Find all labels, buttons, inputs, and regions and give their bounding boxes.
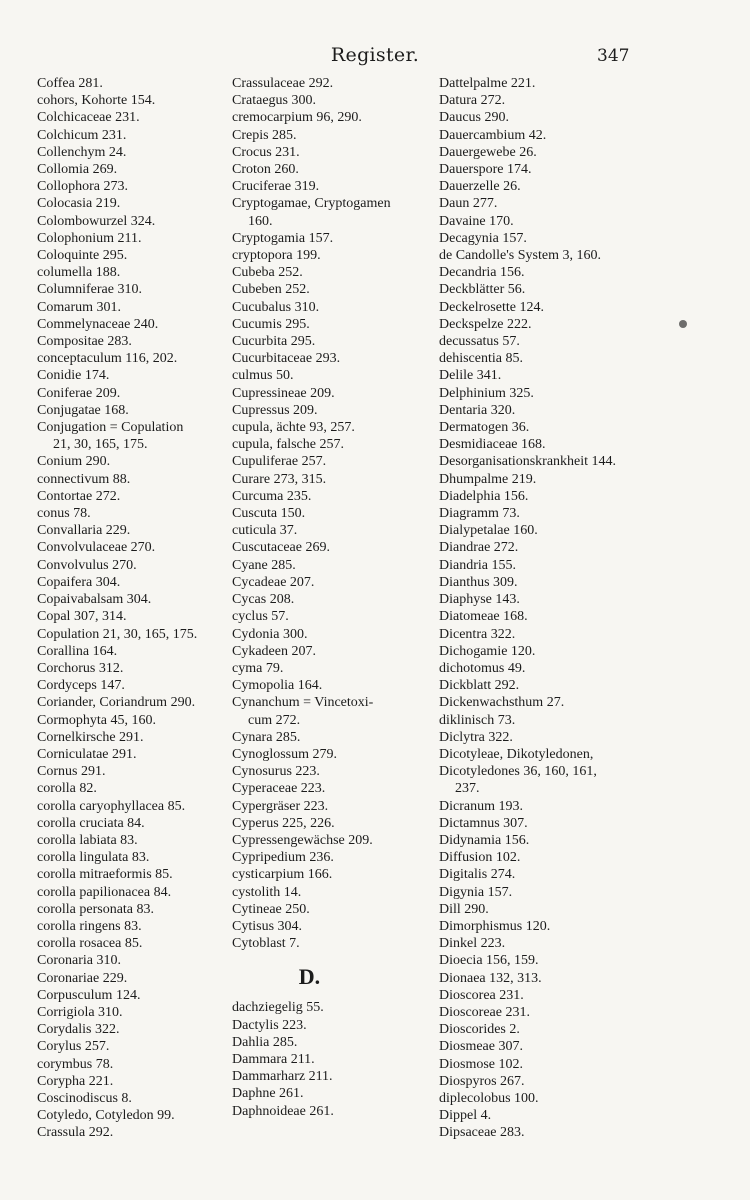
index-entry: Dichogamie 120. <box>439 643 536 659</box>
index-entry: Contortae 272. <box>37 488 121 504</box>
index-entry: Dimorphismus 120. <box>439 918 551 934</box>
index-entry: Dianthus 309. <box>439 574 518 590</box>
index-entry: Dipsaceae 283. <box>439 1125 525 1141</box>
index-entry: Copulation 21, 30, 165, 175. <box>37 626 198 642</box>
index-entry: Diatomeae 168. <box>439 609 528 625</box>
index-entry: Cypripedium 236. <box>232 850 334 866</box>
index-entry: Dattelpalme 221. <box>439 76 536 91</box>
index-entry: Colchicum 231. <box>37 127 127 143</box>
index-entry: dichotomus 49. <box>439 660 526 676</box>
index-entry: Cynara 285. <box>232 729 301 745</box>
index-entry: Cornelkirsche 291. <box>37 729 144 745</box>
index-entry: Coronaria 310. <box>37 953 121 969</box>
index-entry: Curare 273, 315. <box>232 471 327 487</box>
index-entry: Digynia 157. <box>439 884 513 900</box>
index-entry: Coffea 281. <box>37 76 103 91</box>
index-entry: corolla personata 83. <box>37 901 155 917</box>
index-entry: Crassula 292. <box>37 1125 114 1141</box>
index-entry: Diagramm 73. <box>439 506 520 522</box>
index-entry: Convolvulus 270. <box>37 557 137 573</box>
index-entry: Cypressengewächse 209. <box>232 832 373 848</box>
index-entry: Cyane 285. <box>232 557 296 573</box>
index-entry: Cupressus 209. <box>232 402 318 418</box>
index-entry: Daphne 261. <box>232 1086 304 1102</box>
index-entry: Coronariae 229. <box>37 970 128 986</box>
page-number: 347 <box>597 46 630 66</box>
index-entry: Crataegus 300. <box>232 93 316 109</box>
index-entry: Dippel 4. <box>439 1108 492 1124</box>
index-entry: Coniferae 209. <box>37 385 121 401</box>
index-entry: Dammara 211. <box>232 1051 315 1067</box>
index-entry: Conium 290. <box>37 454 111 470</box>
index-entry: Corchorus 312. <box>37 660 124 676</box>
index-entry: Cuscutaceae 269. <box>232 540 330 556</box>
index-entry: Convallaria 229. <box>37 523 131 539</box>
index-entry: Cyperaceae 223. <box>232 781 326 797</box>
index-entry: Dionaea 132, 313. <box>439 970 542 986</box>
index-entry: Coriander, Coriandrum 290. <box>37 695 196 711</box>
index-entry: corolla mitraeformis 85. <box>37 867 173 883</box>
index-entry: Cynoglossum 279. <box>232 746 338 762</box>
index-entry: Dhumpalme 219. <box>439 471 537 487</box>
index-entry: Diosmose 102. <box>439 1056 523 1072</box>
index-entry: Cynanchum = Vincetoxi- <box>232 695 374 711</box>
index-entry: Diclytra 322. <box>439 729 513 745</box>
index-entry: Cotyledo, Cotyledon 99. <box>37 1108 175 1124</box>
ink-smudge <box>679 320 687 328</box>
index-entry: Copal 307, 314. <box>37 609 127 625</box>
index-entry: conceptaculum 116, 202. <box>37 351 178 367</box>
index-entry: Daphnoideae 261. <box>232 1103 334 1119</box>
index-entry: Conjugatae 168. <box>37 402 129 418</box>
index-entry: corymbus 78. <box>37 1056 114 1072</box>
index-entry: Cucurbitaceae 293. <box>232 351 341 367</box>
index-entry: Cydonia 300. <box>232 626 308 642</box>
index-entry: Cymopolia 164. <box>232 678 323 694</box>
index-entry: corolla lingulata 83. <box>37 850 150 866</box>
index-entry: Cycadeae 207. <box>232 574 315 590</box>
index-entry: Corpusculum 124. <box>37 987 141 1003</box>
index-entry: Diandria 155. <box>439 557 516 573</box>
index-entry: Diffusion 102. <box>439 850 521 866</box>
index-entry: Dammarharz 211. <box>232 1069 333 1085</box>
index-entry: Dauerzelle 26. <box>439 179 521 195</box>
index-entry: 21, 30, 165, 175. <box>53 437 148 453</box>
index-entry: Cykadeen 207. <box>232 643 316 659</box>
index-column-3 <box>439 75 649 1142</box>
index-entry: Desorganisationskrankheit 144. <box>439 454 617 470</box>
index-entry: Dinkel 223. <box>439 936 506 952</box>
index-entry: de Candolle's System 3, 160. <box>439 248 601 264</box>
index-entry: corolla rosacea 85. <box>37 936 143 952</box>
index-entry: Colchicaceae 231. <box>37 110 140 126</box>
index-entry: Conjugation = Copulation <box>37 420 184 436</box>
index-entry: Cypergräser 223. <box>232 798 329 814</box>
index-entry: Cyperus 225, 226. <box>232 815 335 831</box>
index-entry: Dicentra 322. <box>439 626 516 642</box>
index-entry: Cordyceps 147. <box>37 678 125 694</box>
section-letter-heading: D. <box>298 964 321 990</box>
index-entry: Desmidiaceae 168. <box>439 437 546 453</box>
page-title: Register. <box>330 44 420 66</box>
index-entry: Corrigiola 310. <box>37 1004 123 1020</box>
index-entry: Cytineae 250. <box>232 901 310 917</box>
index-entry: Davaine 170. <box>439 213 514 229</box>
index-entry: corolla labiata 83. <box>37 832 138 848</box>
index-entry: Decagynia 157. <box>439 230 527 246</box>
index-entry: Collophora 273. <box>37 179 128 195</box>
index-entry: cupula, falsche 257. <box>232 437 344 453</box>
index-entry: Cynosurus 223. <box>232 764 320 780</box>
index-entry: cohors, Kohorte 154. <box>37 93 156 109</box>
index-entry: Deckblätter 56. <box>439 282 526 298</box>
index-entry: Cubeba 252. <box>232 265 303 281</box>
index-entry: cystolith 14. <box>232 884 302 900</box>
index-entry: Collenchym 24. <box>37 144 127 160</box>
index-entry: Cubeben 252. <box>232 282 310 298</box>
index-entry: Crocus 231. <box>232 144 300 160</box>
index-entry: Daucus 290. <box>439 110 509 126</box>
index-entry: Convolvulaceae 270. <box>37 540 156 556</box>
index-entry: Cuscuta 150. <box>232 506 306 522</box>
index-entry: Cupuliferae 257. <box>232 454 327 470</box>
index-entry: Dahlia 285. <box>232 1034 298 1050</box>
index-entry: Dermatogen 36. <box>439 420 530 436</box>
index-entry: Dioscorides 2. <box>439 1022 520 1038</box>
index-entry: Dioscorea 231. <box>439 987 524 1003</box>
index-entry: cyclus 57. <box>232 609 289 625</box>
index-entry: Cucurbita 295. <box>232 334 316 350</box>
index-entry: Dioecia 156, 159. <box>439 953 539 969</box>
index-entry: connectivum 88. <box>37 471 131 487</box>
index-entry: Cupressineae 209. <box>232 385 335 401</box>
index-entry: cyma 79. <box>232 660 284 676</box>
index-entry: Dentaria 320. <box>439 402 516 418</box>
index-entry: corolla 82. <box>37 781 97 797</box>
index-entry: corolla cruciata 84. <box>37 815 145 831</box>
index-entry: Colombowurzel 324. <box>37 213 156 229</box>
index-entry: Cytisus 304. <box>232 918 303 934</box>
index-entry: Copaivabalsam 304. <box>37 592 152 608</box>
index-entry: dehiscentia 85. <box>439 351 523 367</box>
index-entry: Corallina 164. <box>37 643 118 659</box>
index-entry: cysticarpium 166. <box>232 867 333 883</box>
index-entry: 160. <box>248 213 273 229</box>
index-column-2 <box>232 75 437 1120</box>
index-entry: Cytoblast 7. <box>232 936 300 952</box>
index-entry: Corylus 257. <box>37 1039 110 1055</box>
index-entry: decussatus 57. <box>439 334 520 350</box>
index-entry: cremocarpium 96, 290. <box>232 110 362 126</box>
index-entry: Deckelrosette 124. <box>439 299 544 315</box>
index-entry: Deckspelze 222. <box>439 316 532 332</box>
index-entry: Cornus 291. <box>37 764 106 780</box>
index-entry: Comarum 301. <box>37 299 121 315</box>
index-entry: Collomia 269. <box>37 162 118 178</box>
index-entry: Cucumis 295. <box>232 316 310 332</box>
index-entry: Diosmeae 307. <box>439 1039 523 1055</box>
index-entry: diplecolobus 100. <box>439 1090 539 1106</box>
index-entry: Conidie 174. <box>37 368 110 384</box>
index-entry: corolla papilionacea 84. <box>37 884 172 900</box>
index-entry: Delphinium 325. <box>439 385 534 401</box>
index-entry: Datura 272. <box>439 93 506 109</box>
index-entry: Columniferae 310. <box>37 282 142 298</box>
index-entry: 237. <box>455 781 480 797</box>
index-entry: Dill 290. <box>439 901 489 917</box>
index-entry: conus 78. <box>37 506 91 522</box>
index-entry: Digitalis 274. <box>439 867 516 883</box>
index-entry: Cormophyta 45, 160. <box>37 712 156 728</box>
index-entry: diklinisch 73. <box>439 712 516 728</box>
index-entry: columella 188. <box>37 265 121 281</box>
index-entry: Dialypetalae 160. <box>439 523 538 539</box>
index-entry: corolla caryophyllacea 85. <box>37 798 186 814</box>
index-entry: Diadelphia 156. <box>439 488 529 504</box>
index-entry: Curcuma 235. <box>232 488 312 504</box>
index-entry: Diospyros 267. <box>439 1073 525 1089</box>
index-entry: Dauercambium 42. <box>439 127 547 143</box>
index-entry: Copaifera 304. <box>37 574 121 590</box>
index-entry: cum 272. <box>248 712 301 728</box>
index-entry: cuticula 37. <box>232 523 298 539</box>
index-entry: Compositae 283. <box>37 334 132 350</box>
index-entry: Dactylis 223. <box>232 1017 307 1033</box>
index-entry: Daun 277. <box>439 196 498 212</box>
index-entry: Crassulaceae 292. <box>232 76 334 91</box>
index-entry: Didynamia 156. <box>439 832 530 848</box>
index-entry: Dicotyleae, Dikotyledonen, <box>439 746 594 762</box>
index-entry: Cucubalus 310. <box>232 299 320 315</box>
index-entry: dachziegelig 55. <box>232 1000 324 1016</box>
index-entry: Coloquinte 295. <box>37 248 128 264</box>
index-entry: Croton 260. <box>232 162 299 178</box>
index-entry: Corydalis 322. <box>37 1022 120 1038</box>
index-entry: Dickblatt 292. <box>439 678 520 694</box>
index-entry: Crepis 285. <box>232 127 297 143</box>
index-entry: Corypha 221. <box>37 1073 114 1089</box>
index-entry: Coscinodiscus 8. <box>37 1090 132 1106</box>
index-entry: cryptopora 199. <box>232 248 321 264</box>
index-entry: Cruciferae 319. <box>232 179 320 195</box>
index-entry: Diandrae 272. <box>439 540 519 556</box>
index-column-1 <box>37 75 242 1142</box>
index-entry: Cryptogamae, Cryptogamen <box>232 196 391 212</box>
index-entry: Dictamnus 307. <box>439 815 528 831</box>
index-entry: Dickenwachsthum 27. <box>439 695 565 711</box>
index-entry: Cryptogamia 157. <box>232 230 334 246</box>
index-entry: Diaphyse 143. <box>439 592 520 608</box>
index-entry: Colophonium 211. <box>37 230 142 246</box>
index-entry: Corniculatae 291. <box>37 746 137 762</box>
index-entry: Decandria 156. <box>439 265 525 281</box>
index-entry: Delile 341. <box>439 368 502 384</box>
index-entry: culmus 50. <box>232 368 294 384</box>
index-entry: Cycas 208. <box>232 592 295 608</box>
index-entry: Dicranum 193. <box>439 798 523 814</box>
index-entry: Commelynaceae 240. <box>37 316 159 332</box>
index-entry: Dicotyledones 36, 160, 161, <box>439 764 597 780</box>
index-entry: Dioscoreae 231. <box>439 1004 530 1020</box>
index-entry: Colocasia 219. <box>37 196 121 212</box>
index-entry: cupula, ächte 93, 257. <box>232 420 355 436</box>
index-entry: Dauergewebe 26. <box>439 144 537 160</box>
index-entry: Dauerspore 174. <box>439 162 532 178</box>
index-entry: corolla ringens 83. <box>37 918 142 934</box>
